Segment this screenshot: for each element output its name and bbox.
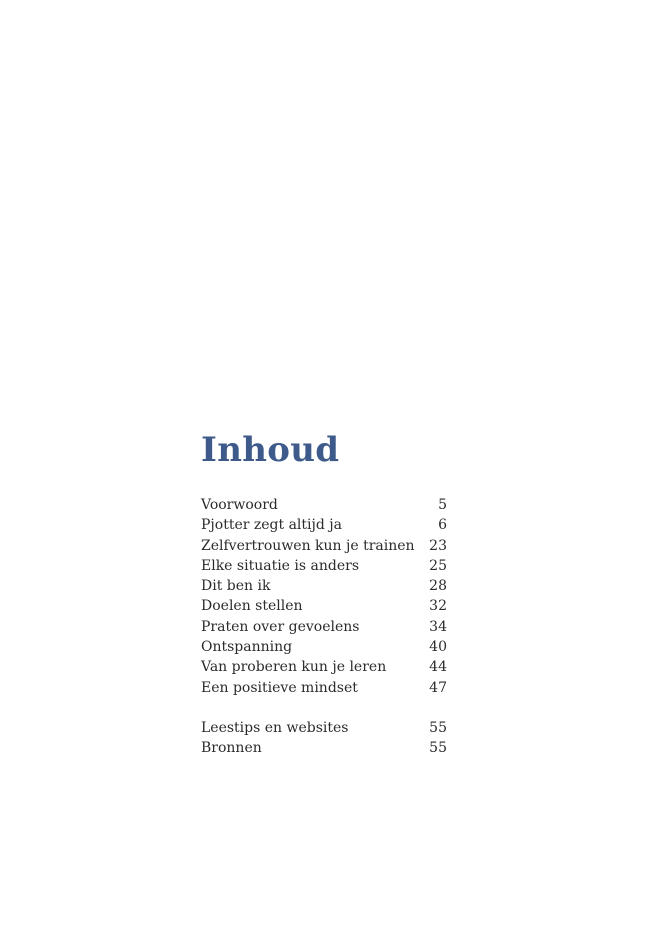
toc-entry-label: Van proberen kun je leren	[201, 659, 387, 676]
toc-entry-label: Ontspanning	[201, 639, 293, 656]
toc-entry	[201, 617, 447, 637]
toc-entry-page: 47	[429, 679, 447, 696]
toc-entry-label: Bronnen	[201, 740, 262, 757]
toc-extras-list	[201, 718, 447, 759]
toc-entry-page: 55	[429, 720, 447, 736]
toc-entry-page: 28	[429, 578, 447, 595]
toc-entry-label: Doelen stellen	[201, 598, 303, 615]
toc-entry-page: 32	[429, 598, 447, 615]
toc-entry	[201, 556, 447, 576]
toc-entry	[201, 576, 447, 596]
toc-entry-page: 25	[429, 557, 447, 574]
toc-entry	[201, 596, 447, 616]
toc-entry	[201, 536, 447, 556]
toc-title: Inhoud	[201, 430, 340, 470]
toc-chapter-list	[201, 495, 447, 698]
toc-entry	[201, 718, 447, 738]
toc-entry-page: 55	[429, 740, 447, 757]
toc-entry-page: 34	[429, 618, 447, 635]
toc-entry-label: Pjotter zegt altijd ja	[201, 517, 342, 534]
toc-entry	[201, 678, 447, 698]
toc-entry-label: Leestips en websites	[201, 720, 349, 736]
toc-entry-label: Praten over gevoelens	[201, 618, 360, 635]
toc-entry-page: 44	[429, 659, 447, 676]
table-of-contents	[201, 428, 447, 757]
toc-entry-label: Dit ben ik	[201, 578, 271, 595]
toc-entry-page: 40	[429, 639, 447, 656]
toc-entry	[201, 495, 447, 515]
toc-entry	[201, 738, 447, 758]
toc-entry	[201, 637, 447, 657]
toc-entry-label: Een positieve mindset	[201, 679, 358, 696]
toc-entry	[201, 515, 447, 535]
toc-entry-page: 23	[429, 537, 447, 554]
toc-entry-label: Elke situatie is anders	[201, 557, 360, 574]
toc-entry-label: Zelfvertrouwen kun je trainen	[201, 537, 415, 554]
toc-entry-page: 5	[438, 497, 447, 513]
toc-entry-label: Voorwoord	[201, 497, 278, 513]
toc-entry	[201, 657, 447, 677]
toc-entry-page: 6	[438, 517, 447, 534]
